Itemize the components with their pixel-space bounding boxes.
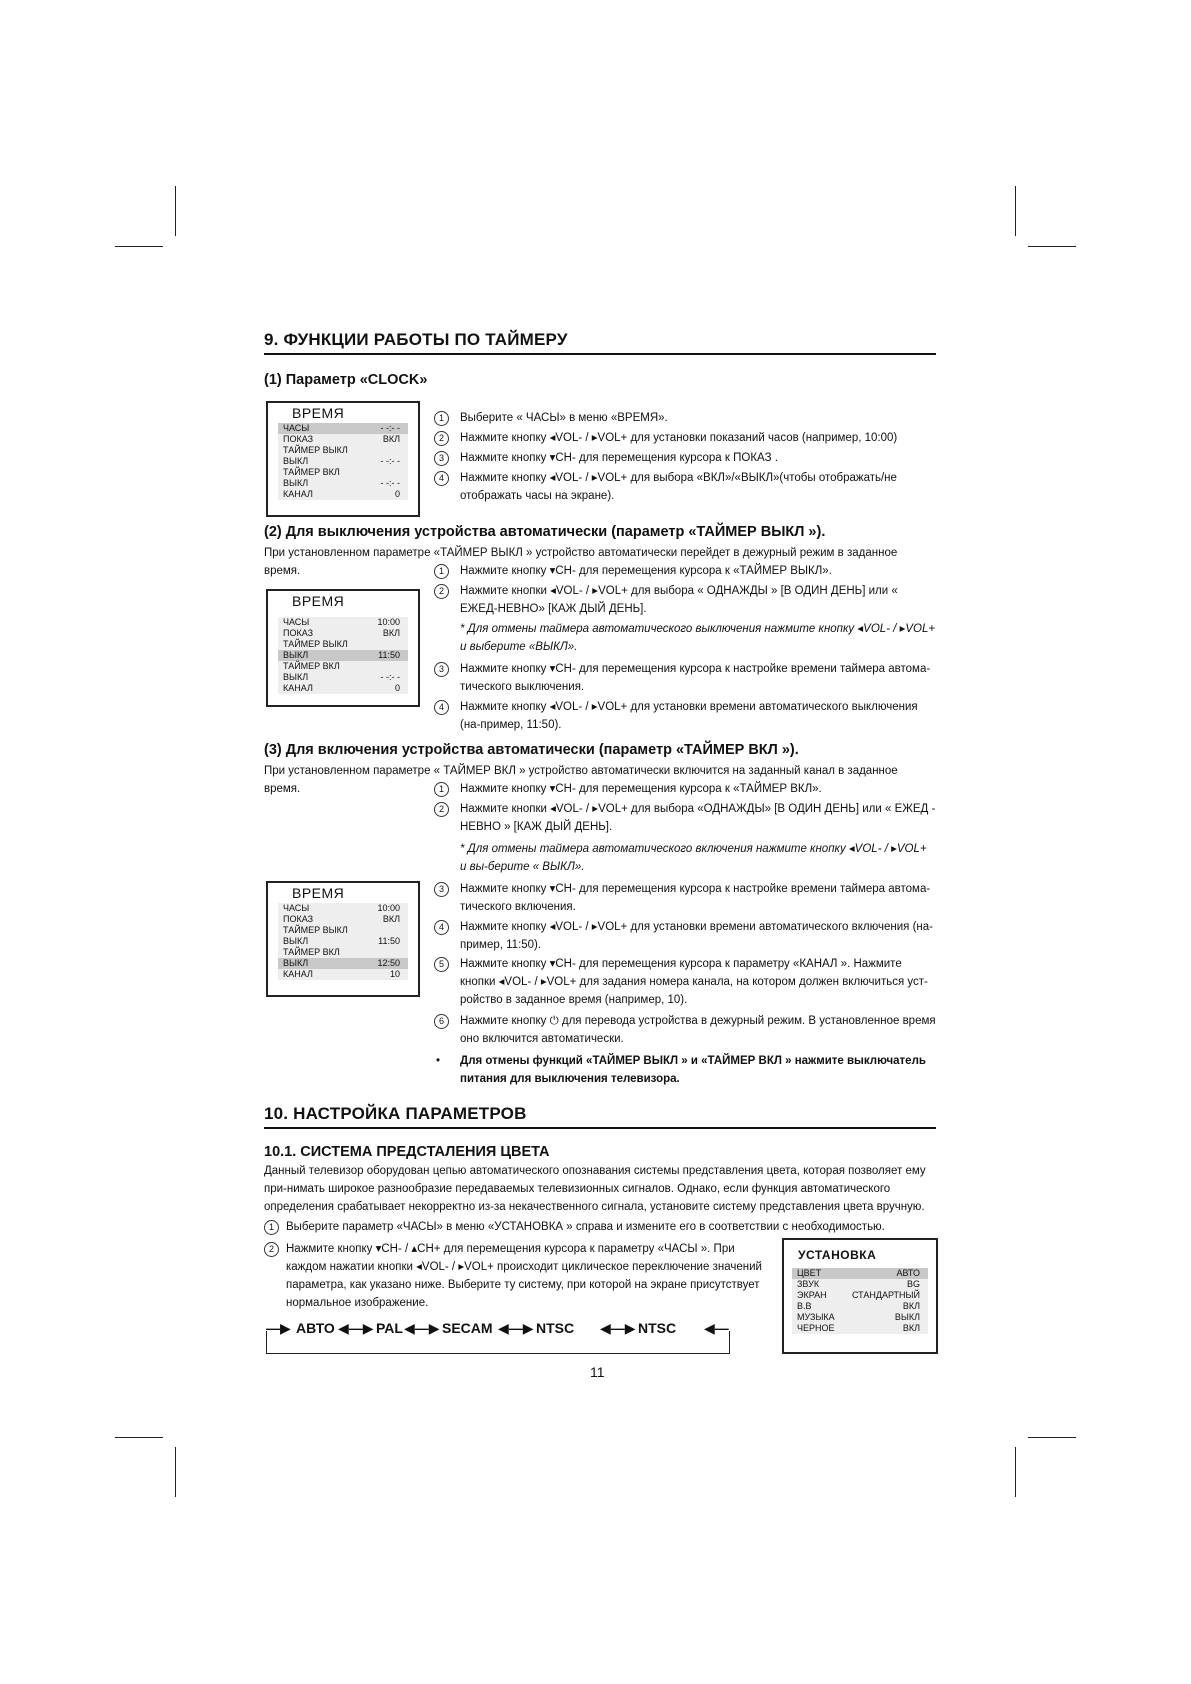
osd-row: ТАЙМЕР ВЫКЛ — [283, 639, 348, 649]
osd-rows — [278, 903, 408, 980]
crop-mark — [1028, 246, 1076, 247]
osd-row: ЧЕРНОЕ ВКЛ — [797, 1323, 920, 1333]
timer-on-step: 5 Нажмите кнопку ▾CH- для перемещения курсора к параметру «КАНАЛ ». Нажмите кнопки ◂VOL- / ▸VOL+ для задания номера канала, на котором должен включиться уст-ройство в заданное время (например, 10). — [436, 955, 936, 1009]
clock-step: 3 Нажмите кнопку ▾CH- для перемещения курсора к ПОКАЗ . — [436, 449, 936, 467]
cycle-item: NTSC — [638, 1320, 677, 1336]
timer-off-step: 4 Нажмите кнопку ◂VOL- / ▸VOL+ для установки времени автоматического выключения (на-пример, 11:50). — [436, 698, 936, 734]
osd-time-menu-3 — [266, 881, 420, 997]
osd-row: ЭКРАН СТАНДАРТНЫЙ — [797, 1290, 920, 1300]
osd-row: ЧАСЫ 10:00 — [283, 903, 400, 913]
osd-row: ТАЙМЕР ВЫКЛ — [283, 445, 348, 455]
osd-row: КАНАЛ 0 — [283, 683, 400, 693]
crop-mark — [175, 1447, 176, 1497]
osd-row: ПОКАЗ ВКЛ — [283, 434, 400, 444]
osd-row: ВЫКЛ - -:- - — [283, 478, 400, 488]
crop-mark — [115, 1437, 163, 1438]
crop-mark — [1028, 1437, 1076, 1438]
clock-step: 1 Выберите « ЧАСЫ» в меню «ВРЕМЯ». — [436, 409, 936, 427]
timer-on-intro: При установленном параметре « ТАЙМЕР ВКЛ » устройство автоматически включится на заданный канал в заданное время. — [264, 765, 898, 795]
osd-row: ЦВЕТ АВТО — [792, 1268, 928, 1279]
cycle-item: АВТО — [296, 1320, 335, 1336]
osd-row: В.В ВКЛ — [797, 1301, 920, 1311]
cycle-arrow: ◀—▶ — [600, 1320, 636, 1336]
cycle-arrow: ◀—▶ — [338, 1320, 374, 1336]
crop-mark — [115, 246, 163, 247]
cycle-item: SECAM — [442, 1320, 493, 1336]
timer-off-heading: (2) Для выключения устройства автоматически (параметр «ТАЙМЕР ВЫКЛ »). — [264, 524, 826, 540]
section-9-title: 9. ФУНКЦИИ РАБОТЫ ПО ТАЙМЕРУ — [264, 330, 936, 355]
osd-title: ВРЕМЯ — [292, 885, 345, 901]
cycle-item: NTSC — [536, 1320, 575, 1336]
section-10-title: 10. НАСТРОЙКА ПАРАМЕТРОВ — [264, 1104, 936, 1129]
timer-on-heading: (3) Для включения устройства автоматически (параметр «ТАЙМЕР ВКЛ »). — [264, 742, 799, 758]
osd-title: УСТАНОВКА — [798, 1248, 877, 1262]
osd-row: ТАЙМЕР ВКЛ — [283, 467, 340, 477]
color-system-heading: 10.1. СИСТЕМА ПРЕДСТАЛЕНИЯ ЦВЕТА — [264, 1144, 550, 1160]
osd-setup-menu — [782, 1238, 938, 1354]
osd-time-menu-2 — [266, 589, 420, 707]
osd-rows — [278, 423, 408, 500]
cycle-arrow: ◀—▶ — [404, 1320, 440, 1336]
osd-row: КАНАЛ 0 — [283, 489, 400, 499]
osd-row: ВЫКЛ 11:50 — [283, 936, 400, 946]
timer-off-step: 2 Нажмите кнопки ◂VOL- / ▸VOL+ для выбора « ОДНАЖДЫ » [В ОДИН ДЕНЬ] или « ЕЖЕД-НЕВНО» [КАЖ ДЫЙ ДЕНЬ]. — [436, 582, 936, 618]
color-step: 1 Выберите параметр «ЧАСЫ» в меню «УСТАНОВКА » справа и измените его в соответствии с необходимостью. — [264, 1218, 936, 1236]
crop-mark — [1015, 1447, 1016, 1497]
osd-row: ТАЙМЕР ВКЛ — [283, 661, 340, 671]
timer-off-step: 1 Нажмите кнопку ▾CH- для перемещения курсора к «ТАЙМЕР ВЫКЛ». — [436, 562, 936, 580]
osd-row: ЧАСЫ - -:- - — [278, 423, 408, 434]
osd-row: ВЫКЛ 11:50 — [278, 650, 408, 661]
timer-on-step: 4 Нажмите кнопку ◂VOL- / ▸VOL+ для установки времени автоматического включения (на-пример, 11:50). — [436, 918, 936, 954]
timer-off-intro: При установленном параметре «ТАЙМЕР ВЫКЛ » устройство автоматически перейдет в дежурный режим в заданное время. — [264, 547, 898, 577]
osd-row: ТАЙМЕР ВЫКЛ — [283, 925, 348, 935]
cycle-arrow: ◀—▶ — [498, 1320, 534, 1336]
osd-rows — [792, 1268, 928, 1334]
osd-row: ЗВУК BG — [797, 1279, 920, 1289]
timer-off-note: * Для отмены таймера автоматического выключения нажмите кнопку ◂VOL- / ▸VOL+ и выберите «ВЫКЛ». — [460, 623, 936, 653]
osd-row: ПОКАЗ ВКЛ — [283, 914, 400, 924]
cycle-arrow: ◀— — [704, 1320, 729, 1336]
cycle-arrow: —▶ — [266, 1320, 291, 1336]
color-step: 2 Нажмите кнопку ▾CH- / ▴CH+ для перемещения курсора к параметру «ЧАСЫ ». При каждом нажатии кнопки ◂VOL- / ▸VOL+ происходит циклическое переключение значений параметра, как указано ниже. Выберите ту систему, при которой на экране присутствует нормальное изображение. — [264, 1240, 764, 1312]
timer-on-step: 1 Нажмите кнопку ▾CH- для перемещения курсора к «ТАЙМЕР ВКЛ». — [436, 780, 936, 798]
osd-row: ВЫКЛ - -:- - — [283, 672, 400, 682]
cycle-item: PAL — [376, 1320, 403, 1336]
osd-row: ЧАСЫ 10:00 — [283, 617, 400, 627]
osd-row: ВЫКЛ - -:- - — [283, 456, 400, 466]
timer-on-note: * Для отмены таймера автоматического включения нажмите кнопку ◂VOL- / ▸VOL+ и вы-берите « ВЫКЛ». — [460, 843, 927, 873]
clock-heading: (1) Параметр «CLOCK» — [264, 372, 428, 388]
timer-on-step: 2 Нажмите кнопки ◂VOL- / ▸VOL+ для выбора «ОДНАЖДЫ» [В ОДИН ДЕНЬ] или « ЕЖЕД - НЕВНО » [КАЖ ДЫЙ ДЕНЬ]. — [436, 800, 936, 836]
crop-mark — [1015, 186, 1016, 236]
clock-step: 2 Нажмите кнопку ◂VOL- / ▸VOL+ для установки показаний часов (например, 10:00) — [436, 429, 936, 447]
osd-row: ПОКАЗ ВКЛ — [283, 628, 400, 638]
osd-row: КАНАЛ 10 — [283, 969, 400, 979]
osd-time-menu-1 — [266, 401, 420, 517]
osd-row: МУЗЫКА ВЫКЛ — [797, 1312, 920, 1322]
timer-on-step: 6 Нажмите кнопку ⏻ для перевода устройства в дежурный режим. В установленное время оно включится автоматически. — [436, 1012, 936, 1048]
osd-title: ВРЕМЯ — [292, 593, 345, 609]
page-number: 11 — [590, 1364, 605, 1380]
color-system-intro: Данный телевизор оборудован цепью автоматического опознавания системы представления цвета, которая позволяет ему при-нимать широкое разнообразие передаваемых телевизионных сигналов. Однако, если функция автоматического определения срабатывает некорректно из-за некачественного сигнала, установите систему представления цвета вручную. — [264, 1165, 926, 1213]
osd-row: ТАЙМЕР ВКЛ — [283, 947, 340, 957]
timer-off-step: 3 Нажмите кнопку ▾CH- для перемещения курсора к настройке времени таймера автома-тического выключения. — [436, 660, 936, 696]
osd-title: ВРЕМЯ — [292, 405, 345, 421]
osd-rows — [278, 617, 408, 694]
crop-mark — [175, 186, 176, 236]
timer-cancel-bullet: • Для отмены функций «ТАЙМЕР ВЫКЛ » и «ТАЙМЕР ВКЛ » нажмите выключатель питания для выключения телевизора. — [436, 1055, 926, 1085]
timer-on-step: 3 Нажмите кнопку ▾CH- для перемещения курсора к настройке времени таймера автома-тического включения. — [436, 880, 936, 916]
osd-row: ВЫКЛ 12:50 — [278, 958, 408, 969]
clock-step: 4 Нажмите кнопку ◂VOL- / ▸VOL+ для выбора «ВКЛ»/«ВЫКЛ»(чтобы отображать/не отображать часы на экране). — [436, 469, 936, 505]
